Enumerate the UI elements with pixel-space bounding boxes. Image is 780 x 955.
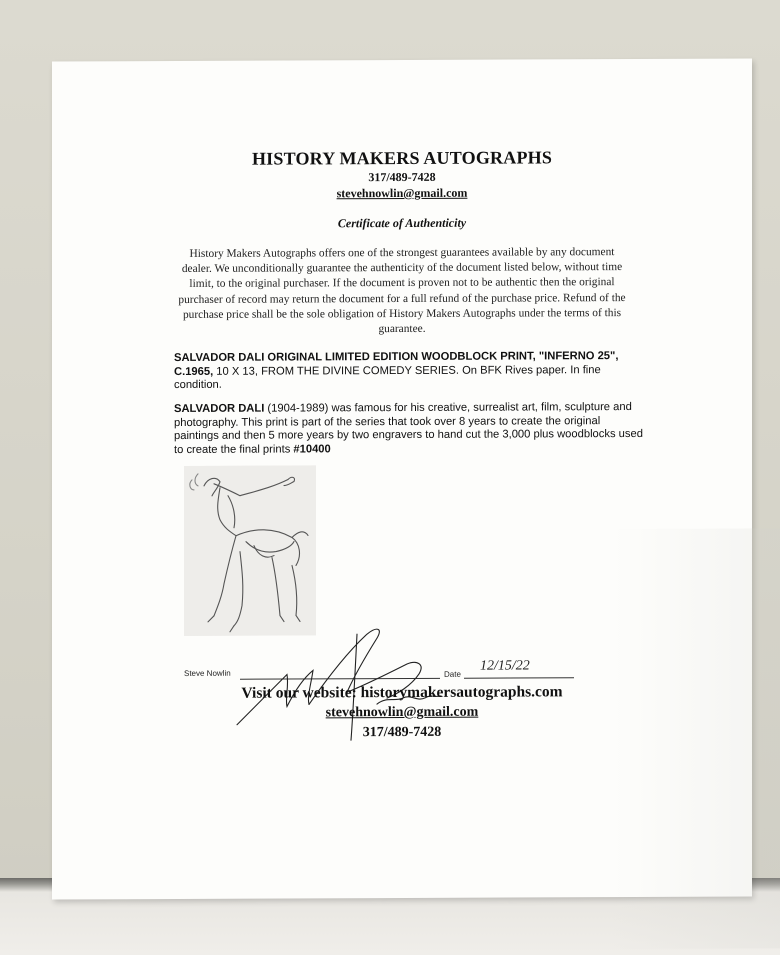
company-name: HISTORY MAKERS AUTOGRAPHS [251, 147, 553, 169]
item-number: #10400 [293, 443, 331, 456]
signer-name: Steve Nowlin [184, 668, 231, 678]
certificate-page [52, 58, 752, 899]
handwritten-signature [227, 594, 467, 745]
item-details: 10 X 13, FROM THE DIVINE COMEDY SERIES. On BFK Rives paper. In fine condition. [174, 363, 601, 392]
footer-phone: 317/489-7428 [362, 724, 442, 741]
header-phone: 317/489-7428 [368, 169, 436, 185]
artist-name: SALVADOR DALI [174, 402, 265, 415]
footer-website: Visit our website: historymakersautographs.com [241, 683, 563, 702]
item-description [174, 350, 644, 393]
handwritten-date-text: 12/15/22 [480, 658, 530, 674]
bio-text: (1904-1989) was famous for his creative, surrealist art, film, sculpture and photography. This print is part of the series that took over 8 years to create the original paintings and then 5 more years by two engravers to hand cut the 3,000 plus woodblocks used to create the final prints [174, 400, 643, 456]
handwritten-date [472, 649, 572, 679]
date-label: Date [444, 669, 461, 679]
artist-bio [174, 401, 644, 457]
item-title: SALVADOR DALI ORIGINAL LIMITED EDITION WOODBLOCK PRINT, "INFERNO 25", C.1965, [174, 350, 619, 378]
certificate-title: Certificate of Authenticity [337, 215, 467, 231]
header-email: stevehnowlin@gmail.com [336, 185, 468, 201]
footer-email: stevehnowlin@gmail.com [325, 704, 479, 721]
guarantee-text: History Makers Autographs offers one of the strongest guarantees available by any document dealer. We unconditionally guarantee the authenticity of the document listed below, without time limit, to the original purchaser. If the document is proven not to be authentic then the original purchaser of record may return the document for a full refund of the purchase price. Refund of the purchase price shall be the sole obligation of History Makers Autographs under the terms of this guarantee. [178, 246, 626, 336]
